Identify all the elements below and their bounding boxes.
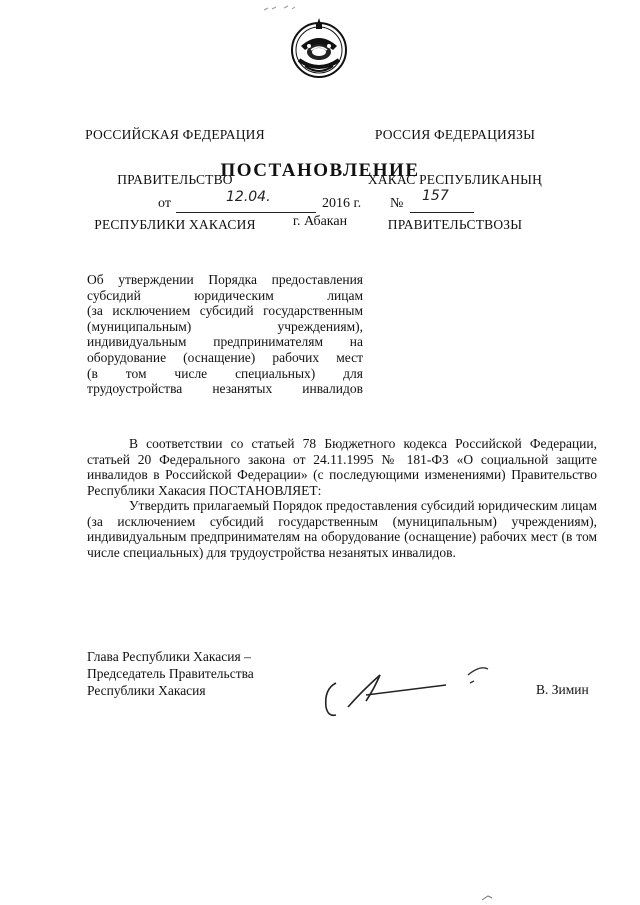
number-label: № (390, 196, 404, 211)
subject-line: (за исключением субсидий государственным (87, 303, 363, 319)
handwritten-signature (318, 655, 498, 725)
subject-line: Об утверждении Порядка предоставления (87, 272, 363, 287)
year-label: 2016 г. (322, 196, 362, 211)
subject-line: (муниципальным) учреждениям), (87, 318, 363, 334)
signatory-name: В. Зимин (536, 682, 589, 697)
document-title: ПОСТАНОВЛЕНИЕ (220, 160, 420, 181)
body-paragraph-resolution: Утвердить прилагаемый Порядок предоставления субсидий юридическим лицам (за исключением субсидий государственным (муниципальным) учреждениям), индивидуальным предпринимателям на оборудование (оснащение) рабочих мест (в том числе специальных) для трудоустройства незанятых инвалидов. (87, 498, 597, 560)
subject-line: (в том числе специальных) для (87, 365, 363, 381)
signatory-title-line-3: Республики Хакасия (87, 683, 206, 698)
signatory-title-line-2: Председатель Правительства (87, 666, 254, 681)
date-handwritten: 12.04. (226, 189, 271, 205)
scan-mark-bottom (478, 890, 498, 902)
subject-line: трудоустройства незанятых инвалидов (87, 381, 363, 397)
header-left-line-3: РЕСПУБЛИКИ ХАКАСИЯ (94, 217, 256, 232)
subject-line: индивидуальным предпринимателям на (87, 334, 363, 350)
header-right-line-1: РОССИЯ ФЕДЕРАЦИЯЗЫ (374, 127, 536, 142)
document-body (87, 436, 597, 560)
city-label: г. Абакан (292, 214, 348, 229)
signatory-title-line-1: Глава Республики Хакасия – (87, 649, 251, 664)
header-right-line-3: ПРАВИТЕЛЬСТВОЗЫ (387, 217, 523, 232)
body-paragraph-preamble: В соответствии со статьей 78 Бюджетного кодекса Российской Федерации, статьей 20 Федерального закона от 24.11.1995 № 181-ФЗ «О социальной защите инвалидов в Российской Федерации» (с последующими изменениями) Правительство Республики Хакасия ПОСТАНОВЛЯЕТ: (87, 436, 597, 498)
date-from-label: от (158, 196, 171, 211)
subject-block (87, 272, 363, 397)
header-left-line-2: ПРАВИТЕЛЬСТВО (117, 172, 233, 187)
subject-line: субсидий юридическим лицам (87, 287, 363, 303)
number-handwritten: 157 (422, 188, 449, 204)
scan-mark-top (262, 2, 302, 12)
subject-line: оборудование (оснащение) рабочих мест (87, 349, 363, 365)
coat-of-arms-emblem (287, 16, 351, 80)
signatory-title (87, 648, 287, 699)
header-left-line-1: РОССИЙСКАЯ ФЕДЕРАЦИЯ (85, 127, 265, 142)
header-right-line-2: ХАКАС РЕСПУБЛИКАНЫҢ (367, 172, 543, 187)
